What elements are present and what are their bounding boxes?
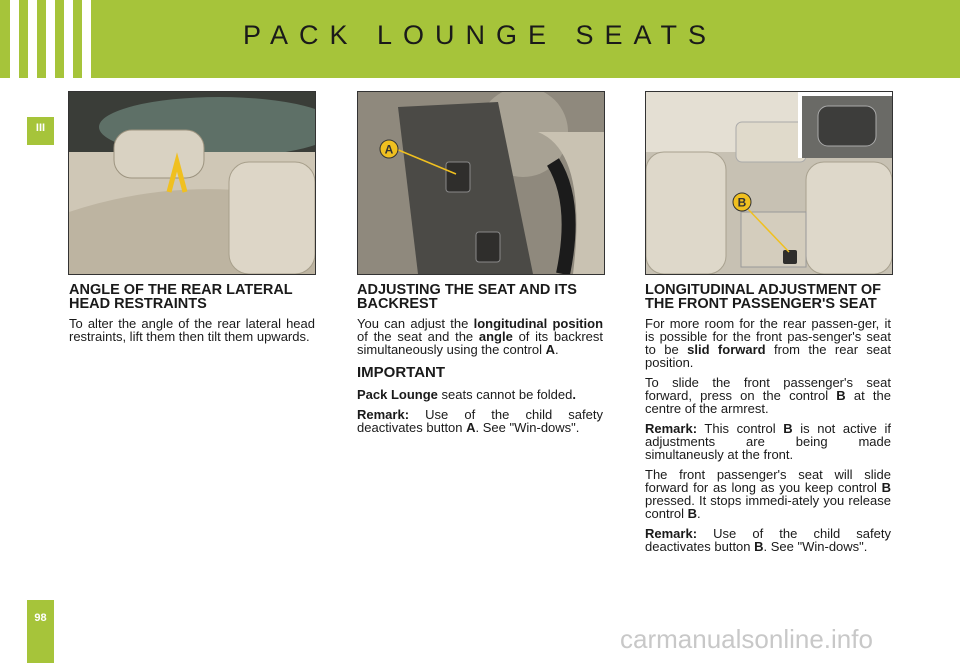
- text-remark-b-child: Remark: Use of the child safety deactivates button B. See "Win-dows".: [645, 526, 891, 554]
- photo-rear-head-restraint: [68, 91, 316, 275]
- callout-a: A: [384, 142, 394, 157]
- heading-longitudinal: LONGITUDINAL ADJUSTMENT OF THE FRONT PASSENGER'S SEAT: [645, 282, 882, 312]
- chapter-label: III: [35, 122, 46, 134]
- text-slide-forward: To slide the front passenger's seat forward, press on the control B at the centre of the armrest.: [645, 375, 891, 416]
- text-head-restraints: To alter the angle of the rear lateral head restraints, lift them then tilt them upwards.: [69, 316, 315, 344]
- text-keep-pressed: The front passenger's seat will slide forward for as long as you keep control B pressed. It stops immedi-ately you release control B.: [645, 467, 891, 521]
- heading-seat-backrest: ADJUSTING THE SEAT AND ITS BACKREST: [357, 282, 577, 312]
- watermark: carmanualsonline.info: [620, 624, 873, 654]
- text-seat-backrest: You can adjust the longitudinal position of the seat and the angle of its backrest simultaneously using the control A.: [357, 316, 604, 357]
- text-pack-lounge: Pack Lounge seats cannot be folded.: [357, 387, 576, 402]
- column-seat-backrest: [357, 283, 603, 441]
- header-band: [0, 0, 960, 78]
- heading-head-restraints: ANGLE OF THE REAR LATERAL HEAD RESTRAINTS: [69, 282, 293, 312]
- text-more-room: For more room for the rear passen-ger, it is possible for the front pas-senger's seat to be slid forward from the rear seat position.: [645, 316, 891, 370]
- column-head-restraints: [69, 283, 315, 350]
- text-remark-b-active: Remark: This control B is not active if adjustments are being made simultaneusly at the front.: [645, 421, 891, 462]
- heading-important: IMPORTANT: [357, 364, 446, 381]
- photo-armrest-control: [645, 91, 893, 275]
- photo-door-control: [357, 91, 605, 275]
- callout-b: B: [737, 195, 747, 210]
- page-number-box: [27, 600, 54, 663]
- column-longitudinal: [645, 283, 891, 560]
- text-remark-a: Remark: Use of the child safety deactivates button A. See "Win-dows".: [357, 407, 603, 435]
- page-number: 98: [34, 612, 47, 624]
- page-title: PACK LOUNGE SEATS: [242, 20, 718, 50]
- chapter-tab: [27, 117, 54, 145]
